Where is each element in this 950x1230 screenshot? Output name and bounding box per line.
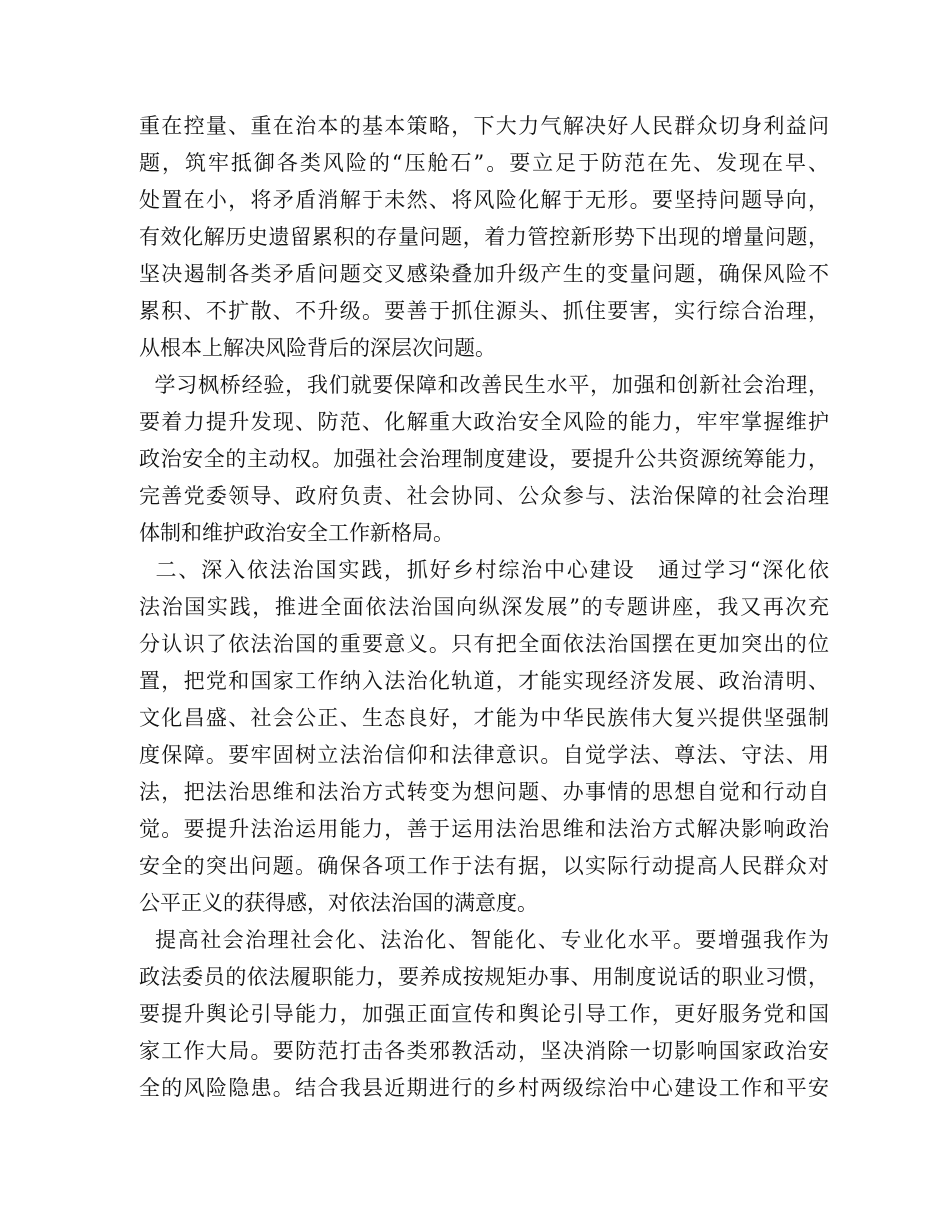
text-line: 累积、不扩散、不升级。要善于抓住源头、抓住要害，实行综合治理， — [139, 299, 829, 323]
paragraph-start-line: 学习枫桥经验，我们就要保障和改善民生水平，加强和创新社会治理， — [147, 373, 829, 397]
text-line: 要着力提升发现、防范、化解重大政治安全风险的能力，牢牢掌握维护 — [139, 410, 829, 434]
text-line: 重在控量、重在治本的基本策略，下大力气解决好人民群众切身利益问 — [139, 114, 829, 138]
text-line: 分认识了依法治国的重要意义。只有把全面依法治国摆在更加突出的位 — [139, 632, 829, 656]
text-line: 坚决遏制各类矛盾问题交叉感染叠加升级产生的变量问题，确保风险不 — [139, 262, 829, 286]
text-line: 度保障。要牢固树立法治信仰和法律意识。自觉学法、尊法、守法、用 — [139, 743, 829, 767]
text-line: 法，把法治思维和法治方式转变为想问题、办事情的思想自觉和行动自 — [139, 780, 829, 804]
text-line: 置，把党和国家工作纳入法治化轨道，才能实现经济发展、政治清明、 — [139, 669, 829, 693]
text-line: 有效化解历史遗留累积的存量问题，着力管控新形势下出现的增量问题， — [139, 225, 829, 249]
text-line: 从根本上解决风险背后的深层次问题。 — [139, 336, 496, 360]
section-heading-line: 二、深入依法治国实践，抓好乡村综治中心建设 通过学习“深化依 — [147, 558, 829, 582]
text-line: 法治国实践，推进全面依法治国向纵深发展”的专题讲座，我又再次充 — [139, 595, 829, 619]
body-text — [139, 108, 829, 1107]
text-line: 政治安全的主动权。加强社会治理制度建设，要提升公共资源统筹能力， — [139, 447, 829, 471]
text-line: 文化昌盛、社会公正、生态良好，才能为中华民族伟大复兴提供坚强制 — [139, 706, 829, 730]
text-line: 家工作大局。要防范打击各类邪教活动，坚决消除一切影响国家政治安 — [139, 1039, 829, 1063]
text-line: 觉。要提升法治运用能力，善于运用法治思维和法治方式解决影响政治 — [139, 817, 829, 841]
text-line: 题，筑牢抵御各类风险的“压舱石”。要立足于防范在先、发现在早、 — [139, 151, 829, 175]
text-line: 处置在小，将矛盾消解于未然、将风险化解于无形。要坚持问题导向， — [139, 188, 829, 212]
text-line: 完善党委领导、政府负责、社会协同、公众参与、法治保障的社会治理 — [139, 484, 829, 508]
text-line: 安全的突出问题。确保各项工作于法有据，以实际行动提高人民群众对 — [139, 854, 829, 878]
text-line: 公平正义的获得感，对依法治国的满意度。 — [139, 891, 538, 915]
paragraph-start-line: 提高社会治理社会化、法治化、智能化、专业化水平。要增强我作为 — [147, 928, 829, 952]
text-line: 要提升舆论引导能力，加强正面宣传和舆论引导工作，更好服务党和国 — [139, 1002, 829, 1026]
text-line: 体制和维护政治安全工作新格局。 — [139, 521, 454, 545]
text-line: 全的风险隐患。结合我县近期进行的乡村两级综治中心建设工作和平安 — [139, 1076, 829, 1100]
text-line: 政法委员的依法履职能力，要养成按规矩办事、用制度说话的职业习惯， — [139, 965, 829, 989]
